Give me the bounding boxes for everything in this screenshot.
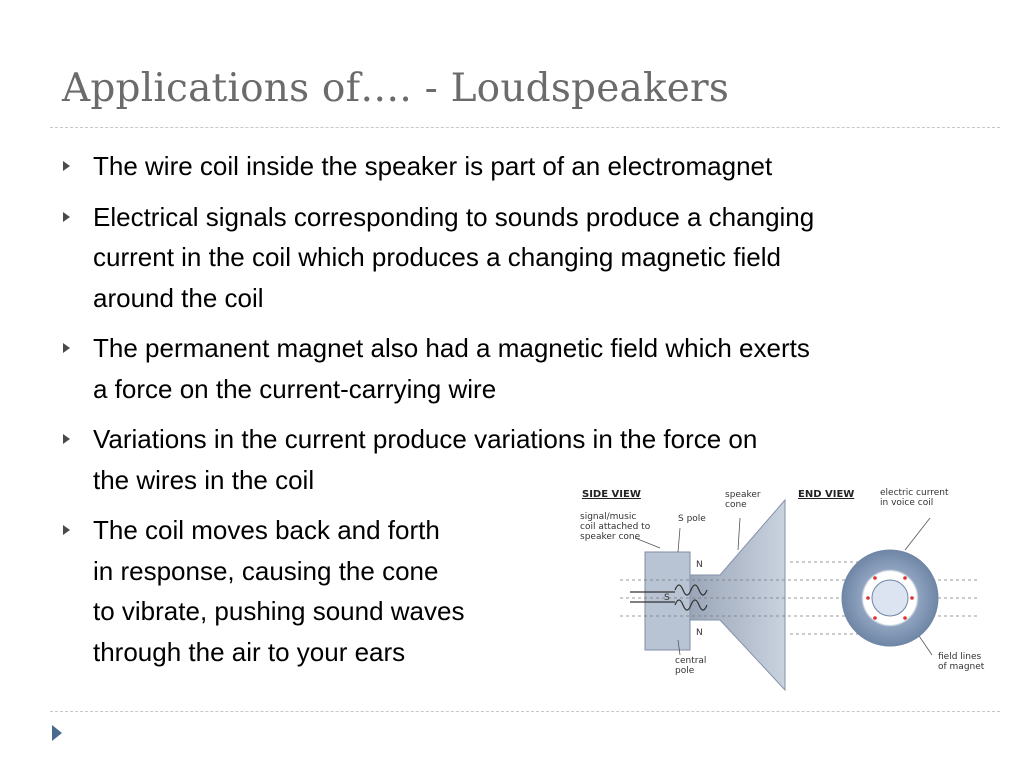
loudspeaker-diagram <box>560 480 1000 705</box>
footer-divider <box>50 711 1000 712</box>
bullet-arrow-icon <box>63 525 70 535</box>
slide-title: Applications of…. - Loudspeakers <box>62 66 730 111</box>
pole-n-label: N <box>696 560 703 570</box>
speaker-cone-label: speaker cone <box>725 490 761 510</box>
bullet-text: The permanent magnet also had a magnetic field which exerts a force on the current-carrying wire <box>93 333 810 404</box>
central-pole-label: central pole <box>675 656 707 676</box>
signal-coil-label: signal/music coil attached to speaker cone <box>580 512 651 542</box>
pole-s-label: S <box>664 593 670 603</box>
bullet-text: Electrical signals corresponding to sounds produce a changing current in the coil which produces a changing magnetic field around the coil <box>93 201 815 313</box>
bullet-item <box>60 197 960 319</box>
end-view-label: END VIEW <box>798 489 855 500</box>
side-view-label: SIDE VIEW <box>582 489 641 500</box>
bullet-item <box>60 146 960 187</box>
bullet-arrow-icon <box>63 434 70 444</box>
bullet-item <box>60 328 960 409</box>
bullet-text: The wire coil inside the speaker is part of an electromagnet <box>93 151 773 181</box>
field-lines-label: field lines of magnet <box>938 652 985 672</box>
end-view-pole <box>872 580 908 616</box>
bullet-arrow-icon <box>63 212 70 222</box>
electric-current-label: electric current in voice coil <box>880 488 949 508</box>
bullet-text: The coil moves back and forth in response, causing the cone to vibrate, pushing sound waves through the air to your ears <box>93 515 465 667</box>
bullet-arrow-icon <box>63 161 70 171</box>
bullet-text: Variations in the current produce variations in the force on the wires in the coil <box>93 424 758 495</box>
bullet-arrow-icon <box>63 343 70 353</box>
s-pole-label: S pole <box>678 514 706 524</box>
pole-n-label-lower: N <box>696 628 703 638</box>
play-icon[interactable] <box>52 725 62 741</box>
title-divider <box>50 127 1000 128</box>
